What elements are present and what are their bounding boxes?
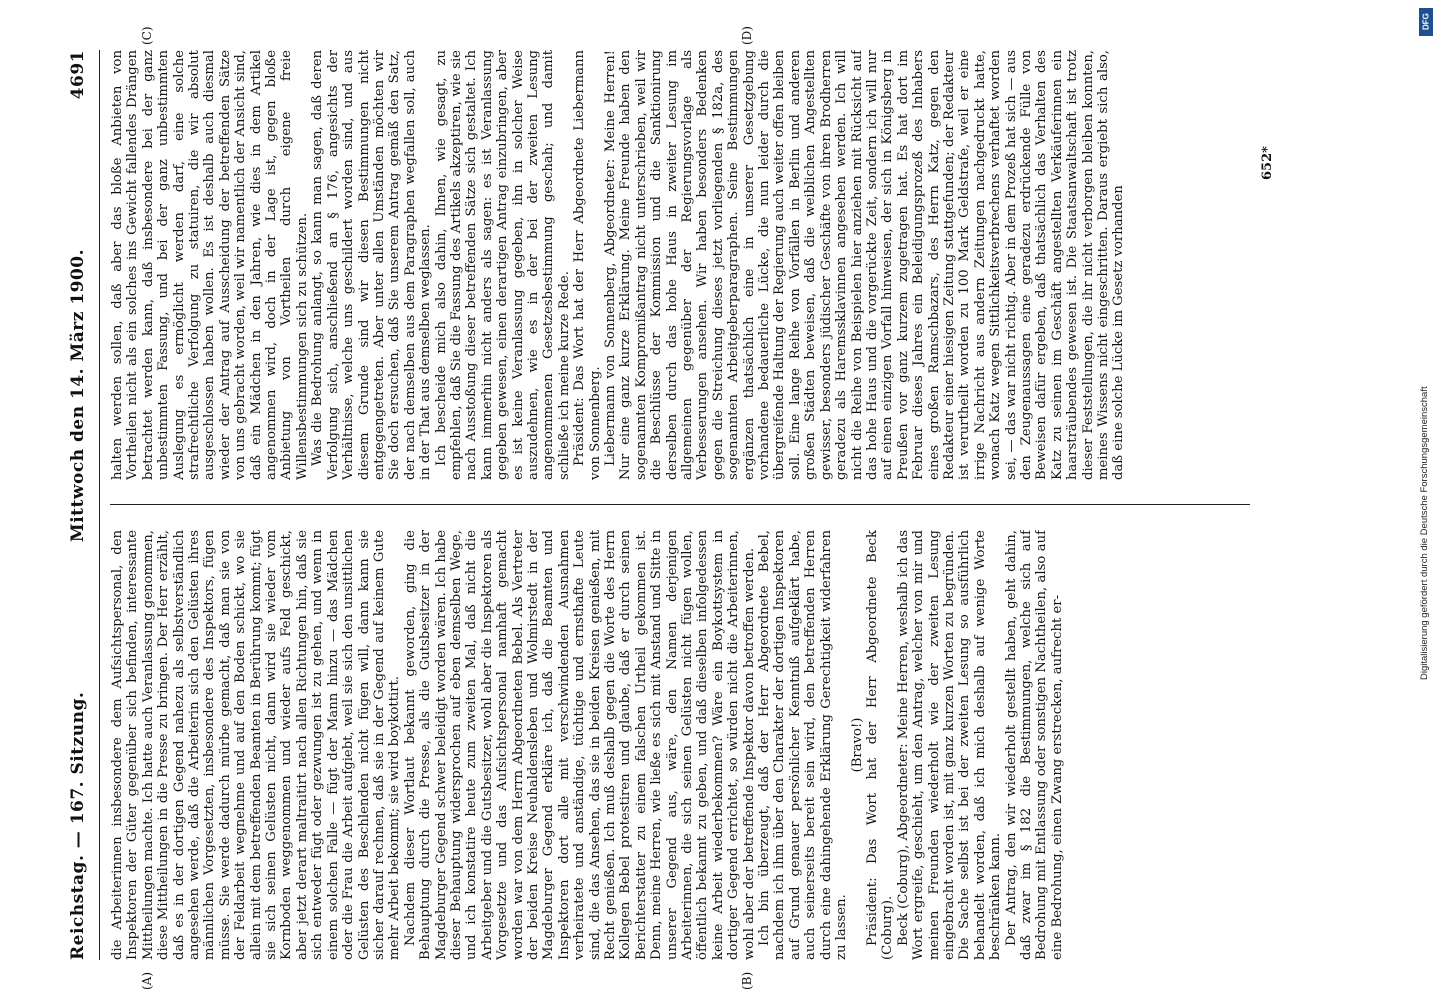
header-date: Mittwoch den 14. März 1900. [68, 248, 88, 543]
margin-mark-b: (B) [740, 971, 754, 990]
paragraph: Der Antrag, den wir wiederholt gestellt haben, geht dahin, daß zwar im § 182 die Bestimmungen, welche sich auf Bedrohung mit Entlassung oder sonstigen Nachtheilen, also auf eine Bedrohung, einen Zwang erstrecken, aufrecht er- [1003, 530, 1065, 960]
speaker-announcement: Präsident: Das Wort hat der Herr Abgeordnete Liebermann von Sonnenberg. [572, 50, 603, 480]
dfg-logo: DFG [1419, 8, 1433, 36]
paragraph: halten werden sollen, daß aber das bloße Anbieten von Vortheilen nicht als ein solches ins Gewicht fallendes Drängen betrachtet werden kann, daß insbesondere bei der ganz unbestimmten Fassung, und bei der ganz unbestimmten Auslegung es ermöglicht werden darf, eine solche strafrechtliche Verfolgung zu statuiren, die wir absolut ausgeschlossen haben wollen. Es ist deshalb auch diesmal wieder der Antrag auf Ausscheidung der betreffenden Sätze von uns gebracht worden, weil wir namentlich der Ansicht sind, daß ein Mädchen in den Jahren, wie dies in dem Artikel angenommen wird, doch in der Lage ist, gegen bloße Anbietung von Vortheilen durch eigene freie Willensbestimmungen sich zu schützen. [110, 50, 310, 480]
applause-note: (Bravo!) [849, 717, 865, 773]
paragraph: Liebermann von Sonnenberg, Abgeordneter: Meine Herren! Nur eine ganz kurze Erklärung. Meine Freunde haben den sogenannten Kompromißantrag nicht unterschrieben, weil wir die Beschlüsse der Kommission und die Sanktionirung derselben durch das hohe Haus in zweiter Lesung im allgemeinen gegenüber der Regierungsvorlage als Verbesserungen ansehen. Wir haben besonders Bedenken gegen die Streichung dieses jetzt vorliegenden § 182a, des sogenannten Arbeitgeberparagraphen. Seine Bestimmungen ergänzen thatsächlich eine in unserer Gesetzgebung vorhandene bedauerliche Lücke, die nun leider durch die übergreifende Haltung der Regierung auch weiter offen bleiben soll. Eine lange Reihe von Vorfällen in Berlin und anderen großen Städten beweisen, daß die weiblichen Angestellten gewisser, besonders jüdischer Geschäfte von ihren Brodherren geradezu als Haremssklavinnen angesehen werden. Ich will nicht die Reihe von Beispielen hier anziehen mit Rücksicht auf das hohe Haus und die vorgerückte Zeit, sondern ich will nur auf einen einzigen Vorfall hinweisen, der sich in Königsberg in Preußen vor ganz kurzem zugetragen hat. Es hat dort im Februar dieses Jahres ein Beleidigungsprozeß des Inhabers eines großen Ramschbazars, des Herrn Katz, gegen den Redakteur einer hiesigen Zeitung stattgefunden; der Redakteur ist verurtheilt worden zu 100 Mark Geldstrafe, weil er eine irrige Nachricht aus andern Zeitungen nachgedruckt hatte, wonach Katz wegen Sittlichkeitsverbrechens verhaftet worden sei, — das war nicht richtig. Aber in dem Prozeß hat sich — aus den Zeugenaussagen eine geradezu erdrückende Fülle von Beweisen dafür ergeben, daß thatsächlich das Verhalten des Katz zu seinen im Geschäft angestellten Verkäuferinnen ein haarsträubendes gewesen ist. Die Staatsanwaltschaft ist trotz dieser Feststellungen, die ihr nicht verborgen bleiben konnten, meines Wissens nicht eingeschritten. Daraus ergiebt sich also, daß eine solche Lücke im Gesetz vorhanden [603, 50, 1127, 480]
paragraph: Nachdem dieser Wortlaut bekannt geworden, ging die Behauptung durch die Presse, als die Gutsbesitzer in der Magdeburger Gegend schwer beleidigt worden wären. Ich habe dieser Behauptung widersprochen auf eben demselben Wege, und ich konstatire heute zum zweiten Mal, daß nicht die Arbeitgeber und die Gutsbesitzer, wohl aber die Inspektoren als Vorgesetzte und das Aufsichtspersonal namhaft gemacht worden war von dem Herrn Abgeordneten Bebel. Als Vertreter der beiden Kreise Neuhaldensleben und Wolmirstedt in der Magdeburger Gegend erkläre ich, daß die Beamten und Inspektoren dort alle mit verschwindenden Ausnahmen verheiratete und anständige, tüchtige und ernsthafte Leute sind, die das Ansehen, das sie in beiden Kreisen genießen, mit Recht genießen. Ich muß deshalb gegen die Worte des Herrn Kollegen Bebel protestiren und glaube, daß er durch seinen Berichterstatter zu einem falschen Urtheil gekommen ist. Denn, meine Herren, wie ließe es sich mit Anstand und Sitte in unserer Gegend aus, wäre, den Namen derjenigen Arbeiterinnen, die sich seinen Gelüsten nicht fügen wollen, öffentlich bekannt zu geben, und daß dieselben infolgedessen keine Arbeit wiederbekommen? Wäre ein Boykottsystem in dortiger Gegend errichtet, so würden nicht die Arbeiterinnen, wohl aber der betreffende Inspektor davon betroffen werden. [402, 530, 757, 960]
column-divider [110, 504, 1250, 505]
paragraph: Beck (Coburg), Abgeordneter: Meine Herren, weshalb ich das Wort ergreife, geschieht, um den Antrag, welcher von mir und meinen Freunden wiederholt wie der zweiten Lesung eingebracht worden ist, mit ganz kurzen Worten zu begründen. Die Sache selbst ist bei der zweiten Lesung so ausführlich behandelt worden, daß ich mich deshalb auf wenige Worte beschränken kann. [895, 530, 1004, 960]
text-column-right [110, 50, 1250, 480]
speaker-announcement: Präsident: Das Wort hat der Herr Abgeordnete Beck (Coburg). [864, 530, 896, 960]
margin-mark-c: (C) [140, 26, 154, 45]
page-header [60, 50, 96, 960]
dfg-funding-notice: Digitalisierung gefördert durch die Deutsche Forschungsgemeinschaft [1419, 386, 1430, 680]
text-column-left [110, 530, 1250, 960]
paragraph: Ich bin überzeugt, daß der Herr Abgeordnete Bebel, nachdem ich ihm über den Charakter der dortigen Inspektoren auf Grund genauer persönlicher Kenntniß aufgeklärt habe, auch seinerseits bereit sein wird, den betreffenden Herren durch eine dahingehende Erklärung Gerechtigkeit widerfahren zu lassen. [757, 530, 850, 960]
paragraph: Was die Bedrohung anlangt, so kann man sagen, daß deren Verfolgung sich, anschließend an § 176, angesichts der Verhältnisse, welche uns geschildert worden sind, und aus diesem Grunde sind wir diesen Bestimmungen nicht entgegengetreten. Aber unter allen Umständen möchten wir Sie doch ersuchen, daß Sie unserem Antrag gemäß den Satz, der nach demselben aus dem Paragraphen wegfallen soll, auch in der That aus demselben weglassen. [310, 50, 434, 480]
signature-mark: 652* [1260, 146, 1275, 180]
margin-mark-a: (A) [140, 971, 154, 990]
header-page-number: 4691 [68, 50, 88, 100]
header-rule [99, 50, 100, 960]
margin-mark-d: (D) [740, 26, 754, 45]
paragraph: Ich bescheide mich also dahin, Ihnen, wie gesagt, zu empfehlen, daß Sie die Fassung des Artikels akzeptiren, wie sie nach Ausstoßung dieser betreffenden Sätze sich gestaltet. Ich kann immerhin nicht anders als sagen: es ist Veranlassung gegeben gewesen, einen derartigen Antrag einzubringen, aber es ist keine Veranlassung gegeben, ihn in solcher Weise auszudehnen, wie es in der bei der zweiten Lesung angenommenen Gesetzesbestimmung geschah; und damit schließe ich meine kurze Rede. [433, 50, 572, 480]
header-left: Reichstag. — 167. Sitzung. [68, 691, 88, 960]
paragraph: die Arbeiterinnen insbesondere dem Aufsichtspersonal, den Inspektoren der Güter gegenüber sich befinden, interessante Mittheilungen machte. Ich hatte auch Veranlassung genommen, diese Mittheilungen in die Presse zu bringen. Der Herr erzählt, daß es in der dortigen Gegend nahezu als selbstverständlich angesehen werde, daß die Arbeiterin sich den Gelüsten ihres männlichen Vorgesetzten, insbesondere des Inspektors, fügen müsse. Sie werde dadurch mürbe gemacht, daß man sie von der Feldarbeit wegnehme und auf den Boden schickt, wo sie allein mit dem betreffenden Beamten in Berührung kommt; fügt sie sich seinen Gelüsten nicht, dann wird sie wieder vom Kornboden weggenommen und wieder aufs Feld geschickt, aber jetzt derart maltraitirt nach allen Richtungen hin, daß sie sich entweder fügt oder gezwungen ist zu gehen, und wenn in einem solchen Falle — fügt der Mann hinzu — das Mädchen oder die Frau die Arbeit aufgiebt, weil sie sich den unsittlichen Gelüsten des Beschlenden nicht fügen will, dann kann sie sicher darauf rechnen, daß sie in der Gegend auf keinem Gute mehr Arbeit bekommt; sie wird boykottirt. [110, 530, 403, 960]
